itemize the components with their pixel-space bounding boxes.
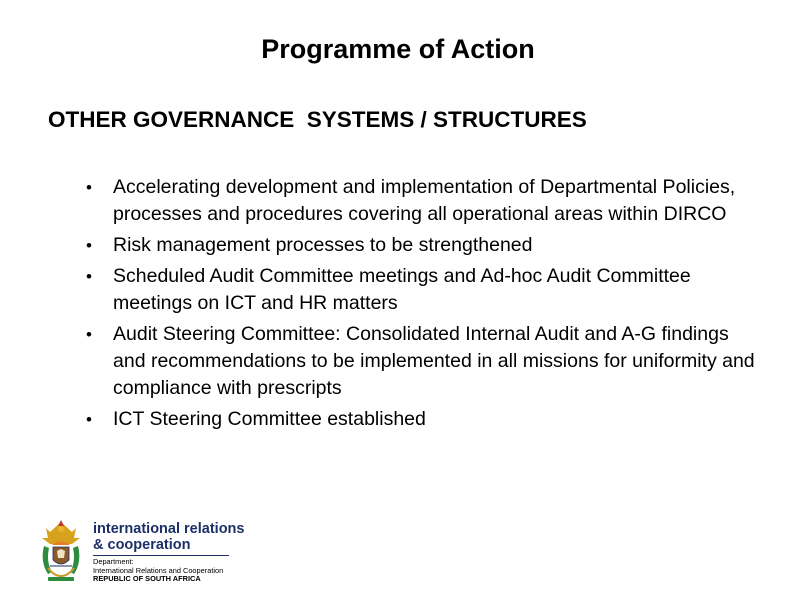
bullet-item (84, 263, 764, 317)
slide-title: Programme of Action (261, 34, 535, 64)
bullet-text: Risk management processes to be strengthened (113, 234, 533, 256)
logo-divider (93, 555, 229, 556)
bullet-item (84, 406, 764, 433)
dept-label: Department: (93, 557, 134, 566)
bullet-text: Audit Steering Committee: Consolidated Internal Audit and A-G findings and recommendations to be implemented in all missions for uniformity and compliance with prescripts (113, 323, 755, 399)
bullet-text: Scheduled Audit Committee meetings and Ad-hoc Audit Committee meetings on ICT and HR matters (113, 265, 691, 314)
bullet-marker: • (86, 236, 92, 255)
bullet-text: Accelerating development and implementation of Departmental Policies, processes and procedures covering all operational areas within DIRCO (113, 176, 736, 225)
bullet-marker: • (86, 325, 92, 344)
bullet-item (84, 232, 764, 259)
bullet-text: ICT Steering Committee established (113, 408, 426, 430)
dirco-logo (38, 518, 245, 584)
bullet-list (84, 174, 764, 437)
dept-name: International Relations and Cooperation (93, 565, 224, 575)
bullet-item (84, 174, 764, 228)
coat-of-arms-icon (38, 518, 84, 582)
logo-wordmark: international relations & cooperation (93, 521, 245, 553)
bullet-item (84, 321, 764, 402)
country-name: REPUBLIC OF SOUTH AFRICA (93, 574, 201, 584)
bullet-marker: • (86, 178, 92, 197)
bullet-marker: • (86, 267, 92, 286)
section-heading: OTHER GOVERNANCE SYSTEMS / STRUCTURES (48, 107, 587, 132)
logo-department-text (93, 558, 223, 584)
bullet-marker: • (86, 410, 92, 429)
